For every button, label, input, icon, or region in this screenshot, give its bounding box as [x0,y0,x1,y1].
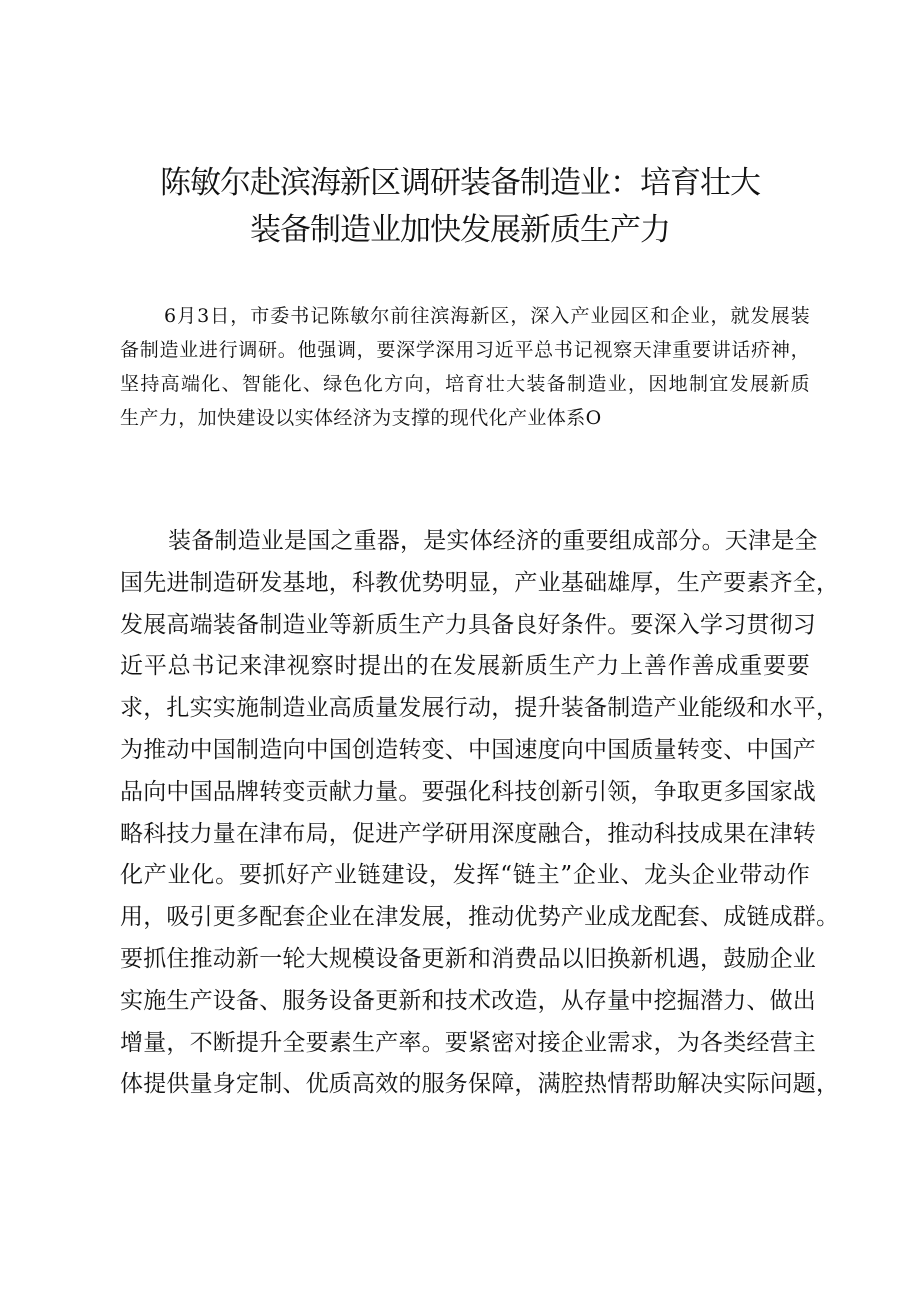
body-line: 要抓住推动新一轮大规模设备更新和消费品以旧换新机遇，鼓励企业 [120,945,816,972]
body-line: 国先进制造研发基地，科教优势明显，产业基础雄厚，生产要素齐全， [120,569,840,596]
title-line: 装备制造业加快发展新质生产力 [250,212,670,248]
body-line: 求，扎实实施制造业高质量发展行动，提升装备制造产业能级和水平， [120,695,840,722]
body-line: 品向中国品牌转变贡献力量。要强化科技创新引领，争取更多国家战 [120,778,816,805]
body-line: 发展高端装备制造业等新质生产力具备良好条件。要深入学习贯彻习 [120,611,816,638]
body-line: 增量，不断提升全要素生产率。要紧密对接企业需求，为各类经营主 [120,1029,816,1056]
body-line: 装备制造业是国之重器，是实体经济的重要组成部分。天津是全 [168,528,818,554]
body-line: 为推动中国制造向中国创造转变、中国速度向中国质量转变、中国产 [120,736,816,763]
body-line: 用，吸引更多配套企业在津发展，推动优势产业成龙配套、成链成群。 [120,904,840,931]
body-line: 化产业化。要抓好产业链建设，发挥“链主”企业、龙头企业带动作 [120,862,810,889]
body-line: 实施生产设备、服务设备更新和技术改造，从存量中挖掘潜力、做出 [120,987,816,1014]
intro-line: 备制造业进行调研。他强调，要深学深用习近平总书记视察天津重要讲话疥神， [120,339,810,361]
intro-line: 生产力，加快建设以实体经济为支撑的现代化产业体系O [120,407,602,429]
intro-line: 坚持高端化、智能化、绿色化方向，培育壮大装备制造业，因地制宜发展新质 [120,373,810,395]
article-title [110,160,810,254]
body-line: 略科技力量在津布局，促进产学研用深度融合，推动科技成果在津转 [120,820,816,847]
body-line: 近平总书记来津视察时提出的在发展新质生产力上善作善成重要要 [120,653,810,680]
body-line: 体提供量身定制、优质高效的服务保障，满腔热情帮助解决实际问题， [120,1071,840,1098]
body-paragraph [120,521,840,1106]
intro-line: 6月3日，市委书记陈敏尔前往滨海新区，深入产业园区和企业，就发展装 [164,305,810,327]
intro-paragraph [120,299,810,435]
title-line: 陈敏尔赴滨海新区调研装备制造业：培育壮大 [160,165,760,201]
